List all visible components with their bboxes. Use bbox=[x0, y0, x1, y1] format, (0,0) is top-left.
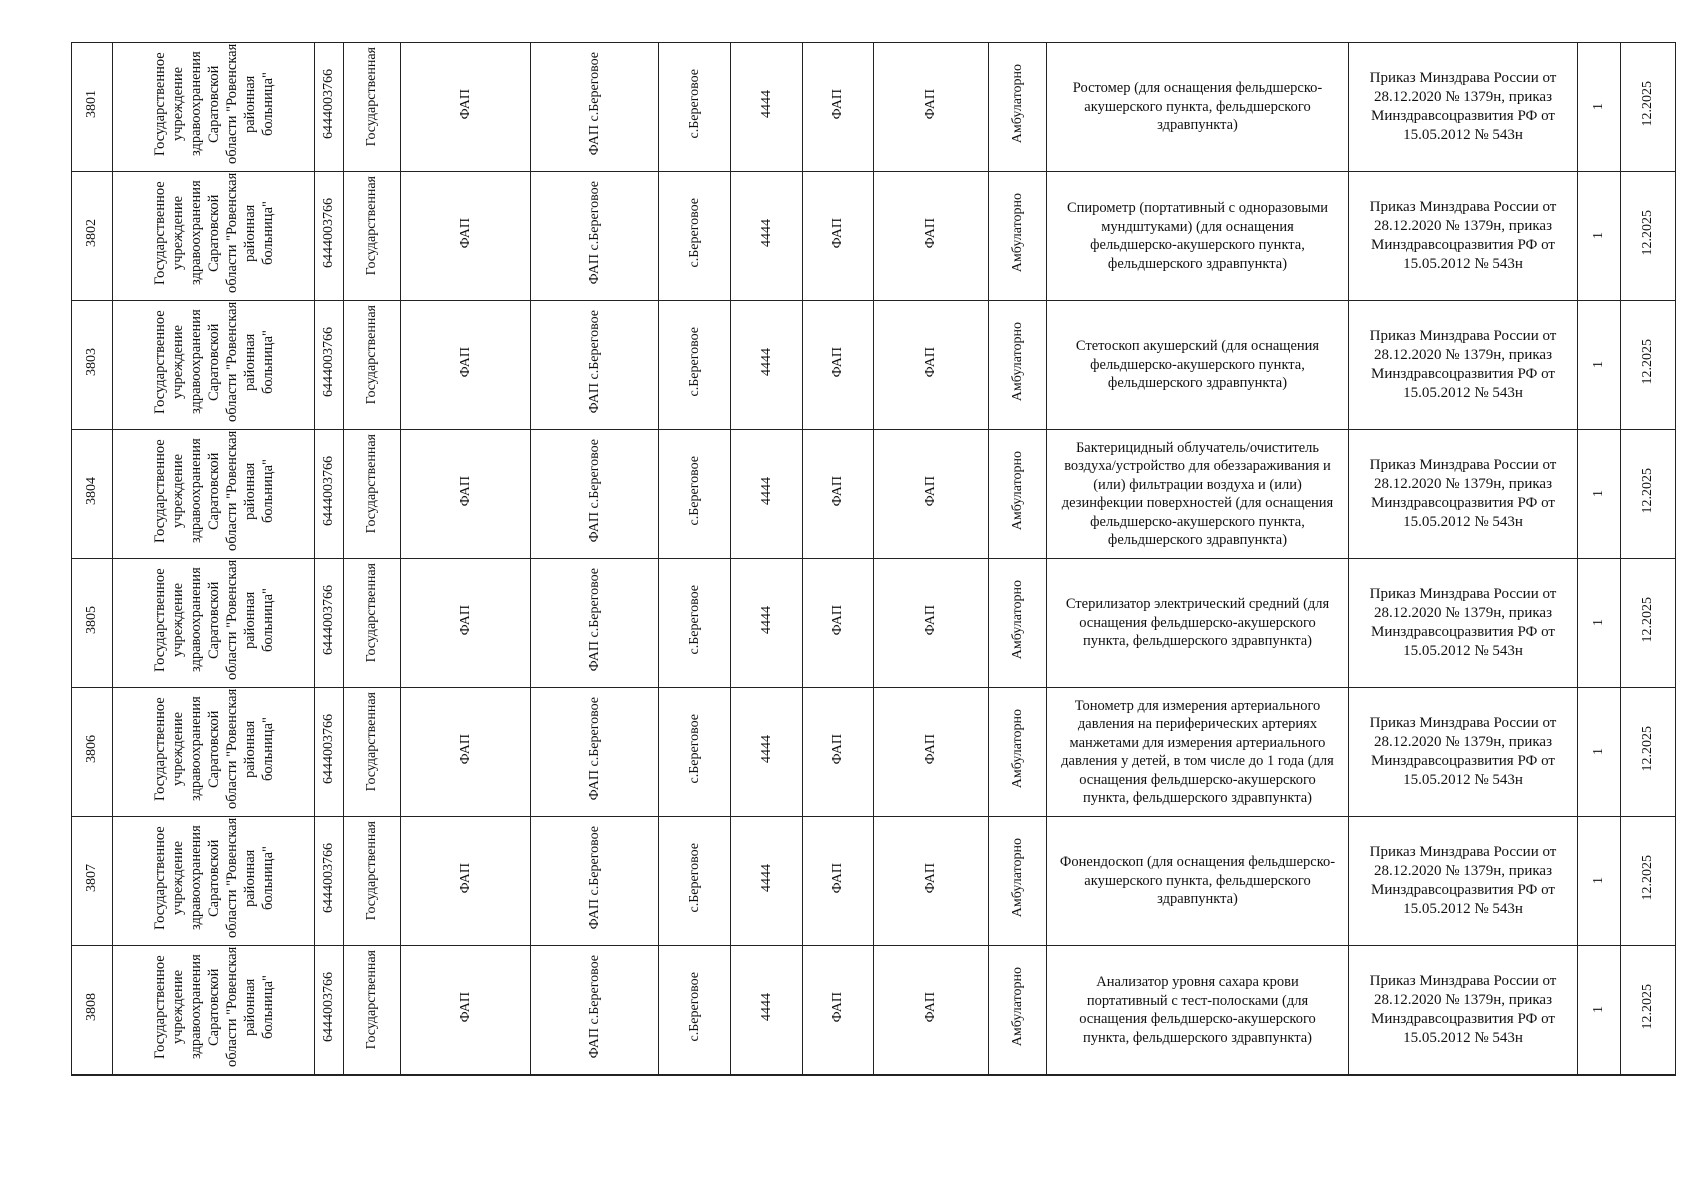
code-cell bbox=[731, 946, 803, 1076]
locality: с.Береговое bbox=[686, 69, 702, 139]
subdivision: ФАП bbox=[923, 475, 938, 507]
row-number: 3801 bbox=[84, 90, 99, 118]
division-cell bbox=[803, 172, 874, 301]
equipment-cell bbox=[1047, 43, 1349, 172]
code: 4444 bbox=[758, 477, 774, 505]
row-number: 3805 bbox=[84, 606, 99, 634]
organization-name: Государственное учреждение здравоохранения Саратовской области "Ровенская районная больница" bbox=[151, 817, 276, 939]
order-cell bbox=[1349, 301, 1578, 430]
date-cell bbox=[1621, 301, 1676, 430]
ownership: Государственная bbox=[364, 434, 379, 534]
inn: 6444003766 bbox=[321, 843, 336, 913]
ownership-cell bbox=[344, 43, 401, 172]
quantity: 1 bbox=[1591, 877, 1606, 884]
due-date: 12.2025 bbox=[1640, 597, 1655, 643]
facility-type-cell bbox=[401, 430, 531, 559]
facility-type-cell bbox=[401, 43, 531, 172]
code-cell bbox=[731, 817, 803, 946]
facility-name: ФАП с.Береговое bbox=[586, 955, 602, 1059]
inn-cell bbox=[315, 946, 344, 1076]
order-cell bbox=[1349, 43, 1578, 172]
care-form: Амбулаторно bbox=[1009, 709, 1025, 789]
date-cell bbox=[1621, 43, 1676, 172]
due-date: 12.2025 bbox=[1640, 984, 1655, 1030]
subdivision-cell bbox=[874, 559, 989, 688]
quantity: 1 bbox=[1591, 103, 1606, 110]
care-form-cell bbox=[989, 817, 1047, 946]
division: ФАП bbox=[830, 346, 845, 378]
locality-cell bbox=[659, 172, 731, 301]
code: 4444 bbox=[758, 735, 774, 763]
code-cell bbox=[731, 43, 803, 172]
facility-name: ФАП с.Береговое bbox=[586, 697, 602, 801]
facility-type-cell bbox=[401, 817, 531, 946]
facility-type: ФАП bbox=[457, 733, 473, 765]
due-date: 12.2025 bbox=[1640, 81, 1655, 127]
inn: 6444003766 bbox=[321, 714, 336, 784]
subdivision: ФАП bbox=[923, 604, 938, 636]
ownership: Государственная bbox=[364, 692, 379, 792]
row-number-cell bbox=[72, 817, 113, 946]
row-number: 3802 bbox=[84, 219, 99, 247]
facility-type: ФАП bbox=[457, 88, 473, 120]
ownership: Государственная bbox=[364, 47, 379, 147]
division-cell bbox=[803, 688, 874, 817]
facility-name-cell bbox=[531, 172, 659, 301]
organization-name: Государственное учреждение здравоохранения Саратовской области "Ровенская районная больница" bbox=[151, 172, 276, 294]
subdivision-cell bbox=[874, 817, 989, 946]
locality-cell bbox=[659, 430, 731, 559]
organization-name: Государственное учреждение здравоохранения Саратовской области "Ровенская районная больница" bbox=[151, 559, 276, 681]
table-row bbox=[72, 559, 1676, 688]
care-form-cell bbox=[989, 559, 1047, 688]
regulatory-order: Приказ Минздрава России от 28.12.2020 № 1379н, приказ Минздравсоцразвития РФ от 15.05.2012 № 543н bbox=[1369, 586, 1557, 659]
facility-name: ФАП с.Береговое bbox=[586, 439, 602, 543]
quantity-cell bbox=[1578, 43, 1621, 172]
code-cell bbox=[731, 301, 803, 430]
row-number-cell bbox=[72, 430, 113, 559]
ownership: Государственная bbox=[364, 305, 379, 405]
regulatory-order: Приказ Минздрава России от 28.12.2020 № 1379н, приказ Минздравсоцразвития РФ от 15.05.2012 № 543н bbox=[1369, 70, 1557, 143]
table-row bbox=[72, 301, 1676, 430]
row-number-cell bbox=[72, 172, 113, 301]
facility-type: ФАП bbox=[457, 346, 473, 378]
ownership-cell bbox=[344, 817, 401, 946]
division: ФАП bbox=[830, 862, 845, 894]
regulatory-order: Приказ Минздрава России от 28.12.2020 № 1379н, приказ Минздравсоцразвития РФ от 15.05.2012 № 543н bbox=[1369, 715, 1557, 788]
equipment-name: Стерилизатор электрический средний (для оснащения фельдшерско-акушерского пункта, фельдшерского здравпункта) bbox=[1065, 596, 1330, 650]
equipment-name: Ростомер (для оснащения фельдшерско-акушерского пункта, фельдшерского здравпункта) bbox=[1072, 80, 1323, 134]
organization-cell bbox=[113, 301, 315, 430]
division-cell bbox=[803, 430, 874, 559]
facility-name: ФАП с.Береговое bbox=[586, 52, 602, 156]
quantity-cell bbox=[1578, 559, 1621, 688]
order-cell bbox=[1349, 817, 1578, 946]
equipment-name: Стетоскоп акушерский (для оснащения фельдшерско-акушерского пункта, фельдшерского здравпункта) bbox=[1075, 338, 1320, 392]
facility-type: ФАП bbox=[457, 217, 473, 249]
locality-cell bbox=[659, 688, 731, 817]
ownership-cell bbox=[344, 688, 401, 817]
care-form: Амбулаторно bbox=[1009, 451, 1025, 531]
organization-cell bbox=[113, 946, 315, 1076]
division-cell bbox=[803, 43, 874, 172]
locality: с.Береговое bbox=[686, 585, 702, 655]
facility-type: ФАП bbox=[457, 475, 473, 507]
inn-cell bbox=[315, 301, 344, 430]
date-cell bbox=[1621, 430, 1676, 559]
row-number: 3806 bbox=[84, 735, 99, 763]
ownership: Государственная bbox=[364, 176, 379, 276]
subdivision: ФАП bbox=[923, 346, 938, 378]
care-form: Амбулаторно bbox=[1009, 967, 1025, 1047]
locality: с.Береговое bbox=[686, 327, 702, 397]
care-form-cell bbox=[989, 946, 1047, 1076]
care-form-cell bbox=[989, 43, 1047, 172]
code: 4444 bbox=[758, 219, 774, 247]
organization-name: Государственное учреждение здравоохранения Саратовской области "Ровенская районная больница" bbox=[151, 430, 276, 552]
quantity: 1 bbox=[1591, 1006, 1606, 1013]
facility-type: ФАП bbox=[457, 991, 473, 1023]
division: ФАП bbox=[830, 733, 845, 765]
quantity: 1 bbox=[1591, 361, 1606, 368]
facility-name: ФАП с.Береговое bbox=[586, 181, 602, 285]
care-form-cell bbox=[989, 301, 1047, 430]
care-form-cell bbox=[989, 172, 1047, 301]
inn: 6444003766 bbox=[321, 327, 336, 397]
code: 4444 bbox=[758, 90, 774, 118]
quantity: 1 bbox=[1591, 232, 1606, 239]
regulatory-order: Приказ Минздрава России от 28.12.2020 № 1379н, приказ Минздравсоцразвития РФ от 15.05.2012 № 543н bbox=[1369, 973, 1557, 1046]
code-cell bbox=[731, 430, 803, 559]
facility-type: ФАП bbox=[457, 604, 473, 636]
inn: 6444003766 bbox=[321, 972, 336, 1042]
division-cell bbox=[803, 946, 874, 1076]
quantity-cell bbox=[1578, 817, 1621, 946]
equipment-name: Спирометр (портативный с одноразовыми мундштуками) (для оснащения фельдшерско-акушерского пункта, фельдшерского здравпункта) bbox=[1066, 200, 1329, 272]
facility-name: ФАП с.Береговое bbox=[586, 826, 602, 930]
facility-name-cell bbox=[531, 430, 659, 559]
code: 4444 bbox=[758, 864, 774, 892]
due-date: 12.2025 bbox=[1640, 339, 1655, 385]
locality: с.Береговое bbox=[686, 456, 702, 526]
row-number: 3804 bbox=[84, 477, 99, 505]
locality-cell bbox=[659, 817, 731, 946]
inn: 6444003766 bbox=[321, 456, 336, 526]
date-cell bbox=[1621, 172, 1676, 301]
order-cell bbox=[1349, 688, 1578, 817]
subdivision: ФАП bbox=[923, 862, 938, 894]
date-cell bbox=[1621, 559, 1676, 688]
date-cell bbox=[1621, 946, 1676, 1076]
equipment-cell bbox=[1047, 301, 1349, 430]
division: ФАП bbox=[830, 475, 845, 507]
equipment-cell bbox=[1047, 817, 1349, 946]
facility-name-cell bbox=[531, 817, 659, 946]
locality-cell bbox=[659, 946, 731, 1076]
code-cell bbox=[731, 559, 803, 688]
regulatory-order: Приказ Минздрава России от 28.12.2020 № 1379н, приказ Минздравсоцразвития РФ от 15.05.2012 № 543н bbox=[1369, 844, 1557, 917]
regulatory-order: Приказ Минздрава России от 28.12.2020 № 1379н, приказ Минздравсоцразвития РФ от 15.05.2012 № 543н bbox=[1369, 199, 1557, 272]
quantity: 1 bbox=[1591, 490, 1606, 497]
care-form: Амбулаторно bbox=[1009, 193, 1025, 273]
subdivision: ФАП bbox=[923, 733, 938, 765]
facility-type-cell bbox=[401, 559, 531, 688]
ownership-cell bbox=[344, 172, 401, 301]
row-number: 3808 bbox=[84, 993, 99, 1021]
facility-name-cell bbox=[531, 688, 659, 817]
organization-cell bbox=[113, 688, 315, 817]
table-row bbox=[72, 946, 1676, 1076]
due-date: 12.2025 bbox=[1640, 855, 1655, 901]
inn: 6444003766 bbox=[321, 198, 336, 268]
code: 4444 bbox=[758, 348, 774, 376]
care-form: Амбулаторно bbox=[1009, 322, 1025, 402]
inn-cell bbox=[315, 43, 344, 172]
code-cell bbox=[731, 688, 803, 817]
order-cell bbox=[1349, 946, 1578, 1076]
equipment-cell bbox=[1047, 946, 1349, 1076]
facility-type-cell bbox=[401, 172, 531, 301]
equipment-cell bbox=[1047, 430, 1349, 559]
facility-name-cell bbox=[531, 301, 659, 430]
division-cell bbox=[803, 559, 874, 688]
equipment-name: Бактерицидный облучатель/очиститель воздуха/устройство для обеззараживания и (или) фильтрации воздуха и (или) дезинфекции поверхностей (для оснащения фельдшерско-акушерского пункта, фельдшерского здравпункта) bbox=[1061, 439, 1334, 548]
subdivision-cell bbox=[874, 430, 989, 559]
locality: с.Береговое bbox=[686, 198, 702, 268]
table-row bbox=[72, 430, 1676, 559]
subdivision: ФАП bbox=[923, 217, 938, 249]
subdivision-cell bbox=[874, 688, 989, 817]
code: 4444 bbox=[758, 606, 774, 634]
facility-name: ФАП с.Береговое bbox=[586, 568, 602, 672]
organization-name: Государственное учреждение здравоохранения Саратовской области "Ровенская районная больница" bbox=[151, 43, 276, 165]
ownership: Государственная bbox=[364, 950, 379, 1050]
organization-cell bbox=[113, 43, 315, 172]
division-cell bbox=[803, 301, 874, 430]
inn: 6444003766 bbox=[321, 585, 336, 655]
table-row bbox=[72, 817, 1676, 946]
division: ФАП bbox=[830, 604, 845, 636]
inn-cell bbox=[315, 688, 344, 817]
code: 4444 bbox=[758, 993, 774, 1021]
row-number-cell bbox=[72, 43, 113, 172]
ownership: Государственная bbox=[364, 563, 379, 663]
date-cell bbox=[1621, 688, 1676, 817]
organization-cell bbox=[113, 430, 315, 559]
care-form: Амбулаторно bbox=[1009, 838, 1025, 918]
row-number-cell bbox=[72, 946, 113, 1076]
regulatory-order: Приказ Минздрава России от 28.12.2020 № 1379н, приказ Минздравсоцразвития РФ от 15.05.2012 № 543н bbox=[1369, 328, 1557, 401]
equipment-table bbox=[71, 42, 1676, 1076]
organization-name: Государственное учреждение здравоохранения Саратовской области "Ровенская районная больница" bbox=[151, 946, 276, 1068]
inn-cell bbox=[315, 817, 344, 946]
equipment-name: Анализатор уровня сахара крови портативный с тест-полосками (для оснащения фельдшерско-акушерского пункта, фельдшерского здравпункта) bbox=[1079, 974, 1316, 1046]
ownership-cell bbox=[344, 301, 401, 430]
division: ФАП bbox=[830, 217, 845, 249]
quantity-cell bbox=[1578, 688, 1621, 817]
date-cell bbox=[1621, 817, 1676, 946]
locality-cell bbox=[659, 43, 731, 172]
ownership: Государственная bbox=[364, 821, 379, 921]
subdivision: ФАП bbox=[923, 88, 938, 120]
facility-name-cell bbox=[531, 946, 659, 1076]
organization-cell bbox=[113, 172, 315, 301]
division: ФАП bbox=[830, 88, 845, 120]
table-row bbox=[72, 43, 1676, 172]
inn-cell bbox=[315, 559, 344, 688]
order-cell bbox=[1349, 172, 1578, 301]
organization-name: Государственное учреждение здравоохранения Саратовской области "Ровенская районная больница" bbox=[151, 301, 276, 423]
quantity-cell bbox=[1578, 172, 1621, 301]
facility-name: ФАП с.Береговое bbox=[586, 310, 602, 414]
facility-type-cell bbox=[401, 688, 531, 817]
quantity-cell bbox=[1578, 301, 1621, 430]
row-number-cell bbox=[72, 559, 113, 688]
locality: с.Береговое bbox=[686, 843, 702, 913]
row-number: 3803 bbox=[84, 348, 99, 376]
division: ФАП bbox=[830, 991, 845, 1023]
order-cell bbox=[1349, 430, 1578, 559]
facility-name-cell bbox=[531, 43, 659, 172]
equipment-cell bbox=[1047, 172, 1349, 301]
care-form-cell bbox=[989, 688, 1047, 817]
regulatory-order: Приказ Минздрава России от 28.12.2020 № 1379н, приказ Минздравсоцразвития РФ от 15.05.2012 № 543н bbox=[1369, 457, 1557, 530]
locality: с.Береговое bbox=[686, 714, 702, 784]
equipment-cell bbox=[1047, 559, 1349, 688]
quantity: 1 bbox=[1591, 748, 1606, 755]
ownership-cell bbox=[344, 559, 401, 688]
facility-type-cell bbox=[401, 946, 531, 1076]
inn-cell bbox=[315, 172, 344, 301]
inn-cell bbox=[315, 430, 344, 559]
subdivision: ФАП bbox=[923, 991, 938, 1023]
locality-cell bbox=[659, 559, 731, 688]
code-cell bbox=[731, 172, 803, 301]
table-body bbox=[72, 43, 1676, 1076]
quantity: 1 bbox=[1591, 619, 1606, 626]
subdivision-cell bbox=[874, 946, 989, 1076]
subdivision-cell bbox=[874, 43, 989, 172]
care-form: Амбулаторно bbox=[1009, 580, 1025, 660]
locality-cell bbox=[659, 301, 731, 430]
equipment-cell bbox=[1047, 688, 1349, 817]
row-number: 3807 bbox=[84, 864, 99, 892]
ownership-cell bbox=[344, 430, 401, 559]
row-number-cell bbox=[72, 301, 113, 430]
organization-cell bbox=[113, 559, 315, 688]
division-cell bbox=[803, 817, 874, 946]
facility-type-cell bbox=[401, 301, 531, 430]
order-cell bbox=[1349, 559, 1578, 688]
subdivision-cell bbox=[874, 301, 989, 430]
care-form-cell bbox=[989, 430, 1047, 559]
facility-name-cell bbox=[531, 559, 659, 688]
due-date: 12.2025 bbox=[1640, 210, 1655, 256]
ownership-cell bbox=[344, 946, 401, 1076]
due-date: 12.2025 bbox=[1640, 468, 1655, 514]
locality: с.Береговое bbox=[686, 972, 702, 1042]
organization-name: Государственное учреждение здравоохранения Саратовской области "Ровенская районная больница" bbox=[151, 688, 276, 810]
quantity-cell bbox=[1578, 430, 1621, 559]
care-form: Амбулаторно bbox=[1009, 64, 1025, 144]
table-row bbox=[72, 172, 1676, 301]
due-date: 12.2025 bbox=[1640, 726, 1655, 772]
equipment-name: Тонометр для измерения артериального давления на периферических артериях манжетами для измерения артериального давления у детей, в том числе до 1 года (для оснащения фельдшерско-акушерского пункта, фельдшерского здравпункта) bbox=[1061, 697, 1334, 806]
equipment-name: Фонендоскоп (для оснащения фельдшерско-акушерского пункта, фельдшерского здравпункта) bbox=[1059, 854, 1336, 908]
inn: 6444003766 bbox=[321, 69, 336, 139]
subdivision-cell bbox=[874, 172, 989, 301]
table-row bbox=[72, 688, 1676, 817]
row-number-cell bbox=[72, 688, 113, 817]
quantity-cell bbox=[1578, 946, 1621, 1076]
organization-cell bbox=[113, 817, 315, 946]
facility-type: ФАП bbox=[457, 862, 473, 894]
